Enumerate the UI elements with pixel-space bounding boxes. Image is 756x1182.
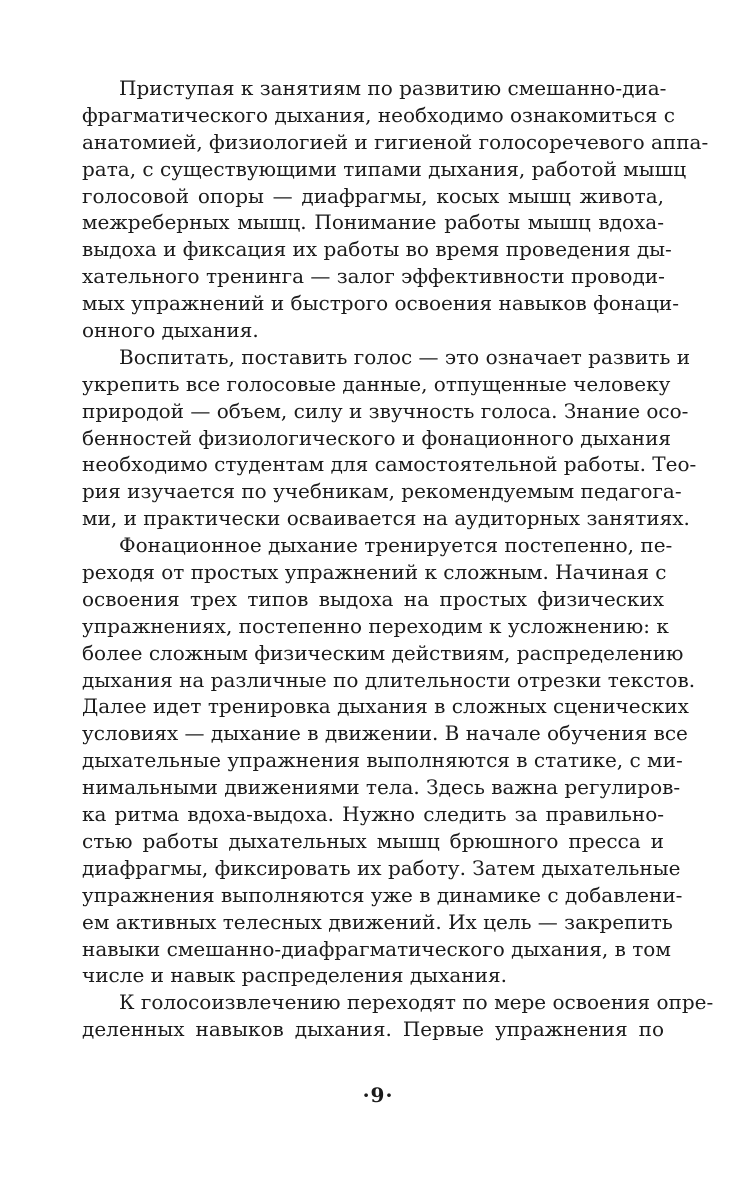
- paragraph: [82, 989, 714, 1043]
- text-line: необходимо студентам для самостоятельной работы. Тео-: [82, 452, 697, 477]
- text-line: дыхания на различные по длительности отрезки текстов.: [82, 667, 696, 692]
- text-line: Воспитать, поставить голос — это означает развить и: [119, 344, 691, 369]
- text-line: Приступая к занятиям по развитию смешанно-диа-: [119, 76, 667, 100]
- text-line: К голосоизвлечению переходят по мере освоения опре-: [119, 990, 714, 1015]
- text-line: рата, с существующими типами дыхания, работой мышц: [82, 156, 687, 181]
- text-line: рия изучается по учебникам, рекомендуемым педагога-: [82, 479, 682, 504]
- text-line: мых упражнений и быстрого освоения навыков фонаци-: [82, 291, 679, 316]
- text-line: более сложным физическим действиям, распределению: [82, 640, 684, 665]
- text-line: Фонационное дыхание тренируется постепенно, пе-: [119, 533, 673, 558]
- text-line: упражнениях, постепенно переходим к усложнению: к: [82, 613, 669, 638]
- text-line: стью работы дыхательных мышц брюшного пресса и: [82, 828, 664, 853]
- text-line: выдоха и фиксация их работы во время проведения ды-: [82, 237, 672, 262]
- paragraph: [82, 75, 709, 344]
- text-line: ка ритма вдоха-выдоха. Нужно следить за правильно-: [82, 802, 664, 827]
- text-line: упражнения выполняются уже в динамике с добавлени-: [82, 882, 683, 907]
- paragraph: [82, 344, 697, 532]
- text-line: природой — объем, силу и звучность голоса. Знание осо-: [82, 398, 689, 423]
- page-number: ·9·: [362, 1083, 394, 1107]
- text-line: хательного тренинга — залог эффективности проводи-: [82, 264, 665, 289]
- text-line: нимальными движениями тела. Здесь важна регулиров-: [82, 775, 681, 800]
- text-line: условиях — дыхание в движении. В начале обучения все: [82, 721, 688, 746]
- text-line: деленных навыков дыхания. Первые упражнения по: [82, 1017, 664, 1042]
- text-line: диафрагмы, фиксировать их работу. Затем дыхательные: [82, 855, 681, 880]
- paragraph: [82, 532, 696, 989]
- text-line: онного дыхания.: [82, 318, 259, 343]
- body-text: [82, 75, 714, 1043]
- text-line: укрепить все голосовые данные, отпущенные человеку: [82, 371, 671, 396]
- text-line: навыки смешанно-диафрагматического дыхания, в том: [82, 936, 671, 961]
- text-line: ем активных телесных движений. Их цель — закрепить: [82, 909, 673, 934]
- text-line: числе и навык распределения дыхания.: [82, 963, 507, 988]
- text-line: межреберных мышц. Понимание работы мышц вдоха-: [82, 210, 664, 235]
- text-line: Далее идет тренировка дыхания в сложных сценических: [82, 694, 689, 719]
- text-line: ми, и практически осваивается на аудиторных занятиях.: [82, 506, 690, 531]
- text-line: реходя от простых упражнений к сложным. Начиная с: [82, 560, 667, 585]
- text-line: анатомией, физиологией и гигиеной голосоречевого аппа-: [82, 129, 709, 154]
- text-line: фрагматического дыхания, необходимо ознакомиться с: [82, 102, 675, 127]
- text-line: дыхательные упражнения выполняются в статике, с ми-: [82, 748, 683, 773]
- text-line: бенностей физиологического и фонационного дыхания: [82, 425, 672, 450]
- text-line: голосовой опоры — диафрагмы, косых мышц живота,: [82, 183, 664, 208]
- text-line: освоения трех типов выдоха на простых физических: [82, 586, 664, 611]
